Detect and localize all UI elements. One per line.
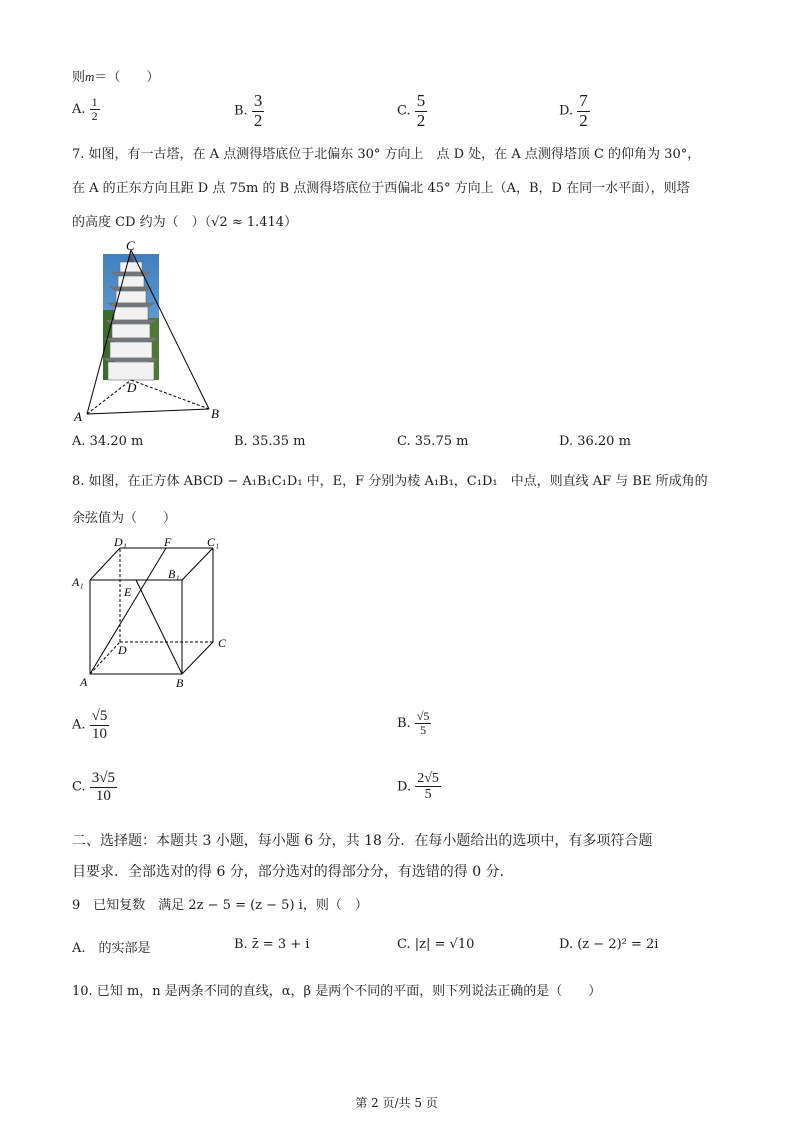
option-text: 36.20 m	[577, 434, 631, 449]
option-text: 35.75 m	[414, 434, 469, 449]
frac-den: 2	[253, 110, 263, 130]
q6-option-d[interactable]	[559, 92, 590, 130]
fraction	[577, 92, 590, 130]
option-letter: A.	[72, 102, 86, 118]
q8-option-b[interactable]	[397, 710, 431, 737]
option-letter: B.	[234, 937, 248, 952]
q8-option-a[interactable]	[72, 708, 109, 742]
section-2-line-1: 二、选择题：本题共 3 小题，每小题 6 分，共 18 分．在每小题给出的选项中，有多项符合题	[72, 833, 653, 849]
fraction	[415, 771, 441, 803]
frac-den: 10	[95, 787, 111, 804]
option-letter: C.	[72, 779, 86, 795]
q8-option-d[interactable]	[397, 771, 441, 803]
label-b1: B₁	[168, 567, 180, 581]
option-letter: B.	[397, 716, 411, 732]
option-text: 的实部是	[85, 941, 151, 956]
q8-line-2: 余弦值为（ ）	[72, 511, 177, 526]
option-text: z̄ = 3 + i	[251, 937, 310, 952]
q6-option-c[interactable]	[397, 92, 427, 130]
option-letter: C.	[397, 937, 411, 952]
fraction	[252, 92, 265, 130]
frac-den: 5	[420, 723, 427, 738]
label-d1: D₁	[114, 535, 127, 549]
option-text: |z| = √10	[414, 937, 475, 952]
label-a1: A₁	[72, 575, 84, 589]
q9-option-c[interactable]	[397, 937, 474, 952]
frac-num: √5	[91, 708, 108, 724]
q9-option-a[interactable]	[72, 937, 151, 956]
q9-option-b[interactable]	[234, 937, 309, 952]
edge-a1d1	[90, 548, 120, 580]
option-text: 34.20 m	[89, 434, 144, 449]
label-b: B	[176, 676, 184, 690]
frac-den: 2	[91, 109, 98, 124]
option-letter: D.	[559, 434, 574, 449]
label-a: A	[80, 675, 88, 689]
option-letter: C.	[397, 103, 411, 119]
label-c: C	[126, 238, 135, 253]
label-c: C	[218, 636, 227, 650]
label-d: D	[118, 643, 127, 657]
option-letter: A.	[72, 941, 86, 956]
option-letter: D.	[559, 937, 574, 952]
frac-num: 3	[253, 91, 263, 110]
frac-den: 5	[424, 787, 432, 803]
fraction	[90, 770, 117, 804]
edge-bc	[182, 642, 213, 674]
q7-option-b[interactable]	[234, 434, 306, 449]
option-letter: D.	[559, 103, 574, 119]
fraction	[415, 92, 428, 130]
line-af	[90, 548, 166, 674]
q7-option-d[interactable]	[559, 434, 631, 449]
edge-ad	[90, 642, 120, 674]
frac-num: 7	[579, 91, 588, 110]
q6-var: m	[85, 69, 95, 84]
q7-line-3: 的高度 CD 约为（ ）（√2 ≈ 1.414）	[72, 215, 298, 230]
fraction	[90, 96, 100, 123]
q8-line-1: 8. 如图，在正方体 ABCD − A₁B₁C₁D₁ 中，E，F 分别为棱 A₁B₁，C₁D₁ 中点，则直线 AF 与 BE 所成角的	[72, 474, 708, 489]
label-f: F	[164, 535, 172, 549]
label-a: A	[74, 409, 82, 424]
option-letter: B.	[234, 434, 248, 449]
edge-ad	[87, 380, 131, 414]
q6-suffix: ＝（ ）	[94, 70, 160, 85]
option-letter: B.	[234, 103, 248, 119]
q10-stem: 10. 已知 m，n 是两条不同的直线，α，β 是两个不同的平面，则下列说法正确的是（ ）	[72, 984, 602, 999]
q6-option-b[interactable]	[234, 92, 264, 130]
q7-line-1: 7. 如图，有一古塔，在 A 点测得塔底位于北偏东 30° 方向上 点 D 处，在 A 点测得塔顶 C 的仰角为 30°，	[72, 147, 701, 162]
frac-num: 5	[416, 91, 426, 110]
q6-option-a[interactable]	[72, 96, 100, 123]
q9-option-d[interactable]	[559, 937, 658, 952]
label-b: B	[211, 406, 219, 421]
option-text: (z − 2)² = 2i	[577, 937, 659, 952]
page-footer: 第 2 页/共 5 页	[355, 1096, 438, 1110]
q7-option-c[interactable]	[397, 434, 468, 449]
q9-stem: 9 已知复数 满足 2z − 5 = (z − 5) i，则（ ）	[72, 898, 368, 913]
frac-num: 2√5	[417, 771, 439, 786]
label-c1: C₁	[207, 535, 220, 549]
q7-option-a[interactable]	[72, 434, 143, 449]
fraction	[90, 708, 110, 742]
line-be	[136, 580, 182, 674]
pagoda-figure	[70, 238, 230, 424]
cube-figure	[70, 534, 240, 692]
section-2-line-2: 目要求．全部选对的得 6 分，部分选对的得部分分，有选错的得 0 分．	[72, 864, 514, 880]
q8-option-c[interactable]	[72, 770, 117, 804]
frac-num: 3√5	[91, 770, 115, 786]
frac-num: √5	[416, 709, 430, 723]
option-letter: A.	[72, 717, 86, 733]
frac-den: 10	[92, 725, 108, 742]
edge-b1c1	[182, 548, 213, 580]
option-letter: D.	[397, 779, 412, 795]
label-d: D	[127, 380, 137, 395]
option-letter: A.	[72, 434, 86, 449]
frac-den: 2	[416, 110, 426, 130]
label-e: E	[124, 585, 132, 599]
option-letter: C.	[397, 434, 411, 449]
fraction	[415, 710, 432, 737]
frac-num: 1	[91, 95, 98, 109]
q7-line-2: 在 A 的正东方向且距 D 点 75m 的 B 点测得塔底位于西偏北 45° 方向上（A，B，D 在同一水平面），则塔	[72, 181, 690, 196]
option-text: 35.35 m	[251, 434, 306, 449]
edge-ab	[87, 409, 209, 414]
q6-stem-tail	[72, 66, 159, 85]
q6-prefix: 则	[72, 70, 86, 85]
frac-den: 2	[579, 110, 588, 130]
